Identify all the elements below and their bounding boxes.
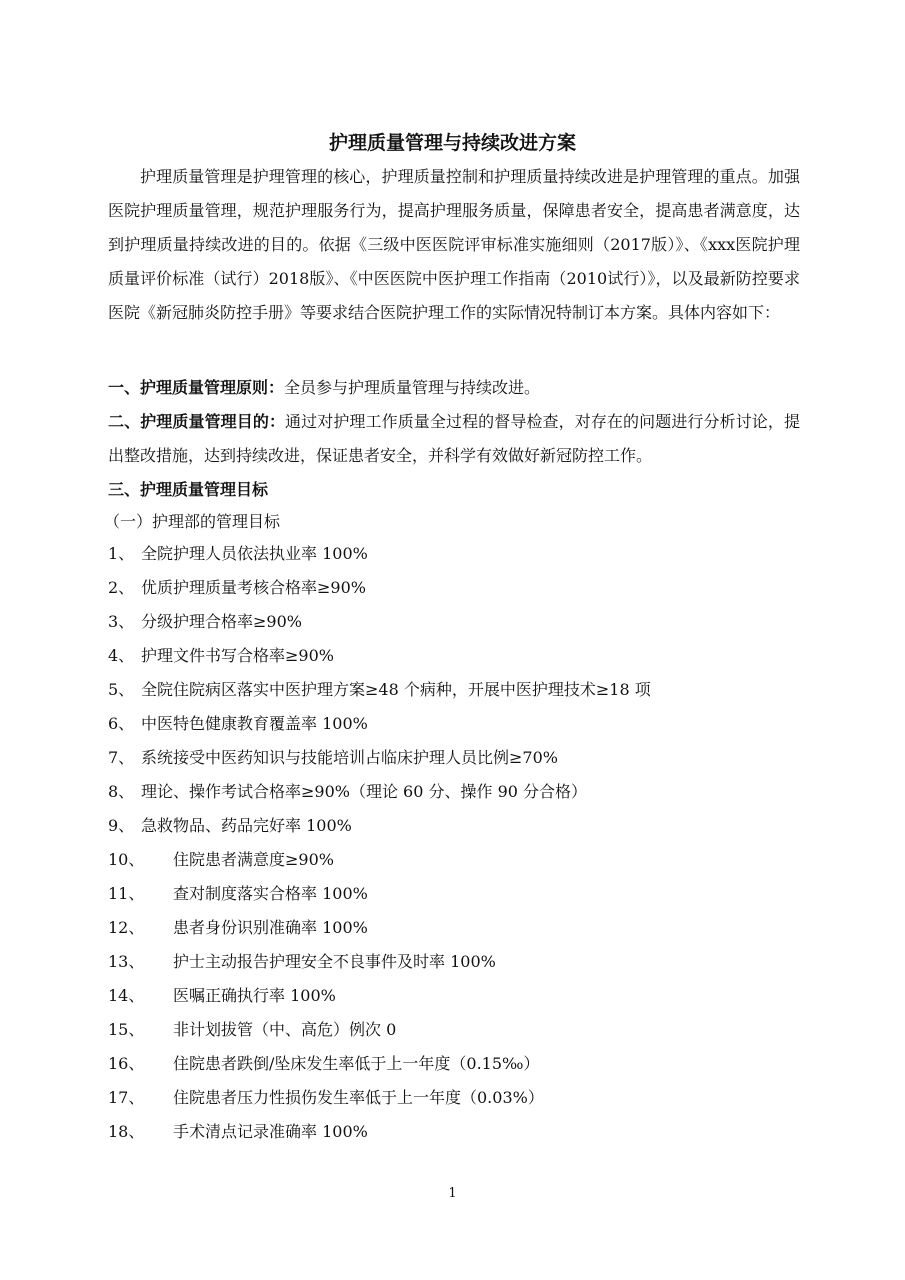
list-item-text: 全院住院病区落实中医护理方案≥48 个病种，开展中医护理技术≥18 项 <box>141 680 651 699</box>
list-item <box>108 775 800 809</box>
list-item <box>108 537 800 571</box>
list-item-number: 15、 <box>108 1020 145 1039</box>
list-item-number: 10、 <box>108 850 145 869</box>
list-item-text: 住院患者跌倒/坠床发生率低于上一年度（0.15‰） <box>173 1054 540 1073</box>
list-item <box>108 809 800 843</box>
list-item-number: 13、 <box>108 952 145 971</box>
list-item-text: 住院患者满意度≥90% <box>173 850 334 869</box>
page-number: 1 <box>448 1186 457 1201</box>
list-item-text: 查对制度落实合格率 100% <box>173 884 368 903</box>
document-title: 护理质量管理与持续改进方案 <box>328 132 576 154</box>
list-item <box>108 843 800 877</box>
list-item-text: 理论、操作考试合格率≥90%（理论 60 分、操作 90 分合格） <box>141 782 588 801</box>
section-principle-text: 全员参与护理质量管理与持续改进。 <box>284 378 541 397</box>
list-item-number: 9、 <box>108 816 135 835</box>
list-item-text: 住院患者压力性损伤发生率低于上一年度（0.03%） <box>173 1088 544 1107</box>
list-item-number: 3、 <box>108 612 135 631</box>
section-principle-heading: 一、护理质量管理原则： <box>108 378 285 397</box>
list-item-number: 14、 <box>108 986 145 1005</box>
list-item-number: 6、 <box>108 714 135 733</box>
section-goals-subheading: （一）护理部的管理目标 <box>104 512 281 531</box>
list-item-text: 患者身份识别准确率 100% <box>173 918 368 937</box>
list-item <box>108 945 800 979</box>
list-item <box>108 1013 800 1047</box>
list-item-text: 护士主动报告护理安全不良事件及时率 100% <box>173 952 496 971</box>
list-item-number: 8、 <box>108 782 135 801</box>
list-item <box>108 1047 800 1081</box>
list-item-text: 中医特色健康教育覆盖率 100% <box>141 714 368 733</box>
list-item <box>108 1115 800 1149</box>
list-item-text: 手术清点记录准确率 100% <box>173 1122 368 1141</box>
list-item-text: 医嘱正确执行率 100% <box>173 986 336 1005</box>
list-item <box>108 707 800 741</box>
list-item-number: 18、 <box>108 1122 145 1141</box>
list-item-text: 优质护理质量考核合格率≥90% <box>141 578 366 597</box>
list-item-text: 非计划拔管（中、高危）例次 0 <box>173 1020 397 1039</box>
list-item <box>108 911 800 945</box>
list-item-text: 急救物品、药品完好率 100% <box>141 816 352 835</box>
list-item-text: 全院护理人员依法执业率 100% <box>141 544 368 563</box>
list-item-number: 7、 <box>108 748 135 767</box>
list-item-number: 1、 <box>108 544 135 563</box>
section-purpose-heading: 二、护理质量管理目的： <box>108 412 286 431</box>
section-purpose <box>108 405 800 473</box>
list-item-number: 2、 <box>108 578 135 597</box>
section-purpose-text: 通过对护理工作质量全过程的督导检查，对存在的问题进行分析讨论，提出整改措施，达到持续改进，保证患者安全，并科学有效做好新冠防控工作。 <box>108 412 800 465</box>
list-item <box>108 1081 800 1115</box>
section-principle <box>108 371 800 405</box>
list-item-text: 护理文件书写合格率≥90% <box>141 646 334 665</box>
list-item-text: 分级护理合格率≥90% <box>141 612 302 631</box>
list-item-number: 11、 <box>108 884 145 903</box>
list-item-number: 17、 <box>108 1088 145 1107</box>
list-item <box>108 571 800 605</box>
list-item-number: 4、 <box>108 646 135 665</box>
list-item <box>108 741 800 775</box>
intro-paragraph: 护理质量管理是护理管理的核心，护理质量控制和护理质量持续改进是护理管理的重点。加强医院护理质量管理，规范护理服务行为，提高护理服务质量，保障患者安全，提高患者满意度，达到护理质量持续改进的目的。依据《三级中医医院评审标准实施细则（2017版）》、《xxx医院护理质量评价标准（试行）2018版》、《中医医院中医护理工作指南（2010试行）》，以及最新防控要求医院《新冠肺炎防控手册》等要求结合医院护理工作的实际情况特制订本方案。具体内容如下： <box>108 167 800 322</box>
list-item <box>108 979 800 1013</box>
list-item-number: 12、 <box>108 918 145 937</box>
list-item-number: 5、 <box>108 680 135 699</box>
list-item <box>108 605 800 639</box>
list-item-number: 16、 <box>108 1054 145 1073</box>
section-goals-heading: 三、护理质量管理目标 <box>108 480 269 499</box>
goal-list <box>108 537 800 1149</box>
list-item <box>108 877 800 911</box>
list-item <box>108 639 800 673</box>
list-item <box>108 673 800 707</box>
list-item-text: 系统接受中医药知识与技能培训占临床护理人员比例≥70% <box>141 748 558 767</box>
